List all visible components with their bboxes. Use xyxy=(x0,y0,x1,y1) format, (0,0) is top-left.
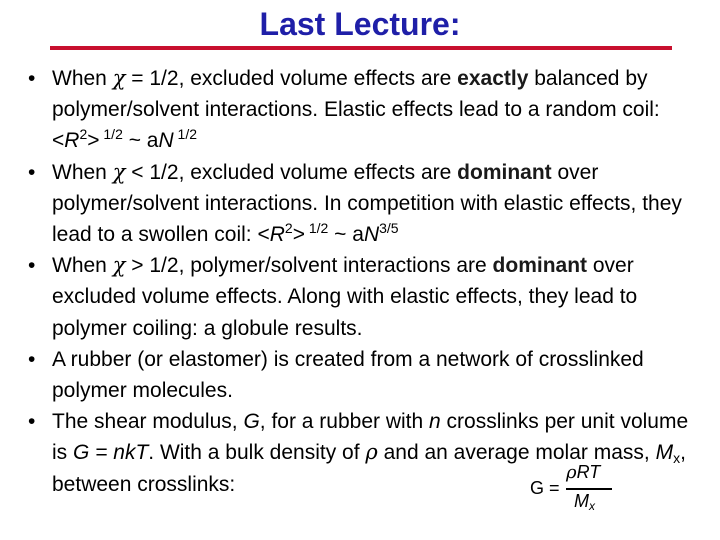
formula-denominator: $M_x$ xyxy=(574,491,595,513)
chi-symbol: χ xyxy=(112,253,126,278)
bullet-marker: • xyxy=(28,67,36,90)
shear-modulus-equation: G = nkT xyxy=(73,441,149,465)
emphasis-text: dominant xyxy=(492,254,588,278)
title-underline xyxy=(50,46,672,50)
bullet-marker: • xyxy=(28,347,36,371)
slide-title: Last Lecture: xyxy=(259,6,461,42)
chi-symbol: χ xyxy=(112,66,126,90)
bullet-item-3: • When χ > 1/2, polymer/solvent interactions are dominant over excluded volume effects. Along with elastic effects, they lead to polymer coiling: a globule results. xyxy=(28,250,708,344)
bullet-item-4: • A rubber (or elastomer) is created from a network of crosslinked polymer molecules. xyxy=(28,344,708,406)
emphasis-text: dominant xyxy=(457,160,552,184)
bullet-marker: • xyxy=(28,410,36,434)
bullet-item-1: • When χ = 1/2, excluded volume effects are exactly balanced by polymer/solvent interactions. Elastic effects lead to a random coil: $<R^2> ^{1/2}$ ~ aN $^{1/2}$ xyxy=(28,63,708,157)
bullet-item-5: • The shear modulus, G, for a rubber with n crosslinks per unit volume is G = nkT. With a bulk density of ρ and an average molar mass, $M_x$, between crosslinks: xyxy=(28,406,708,500)
formula-lhs: G = xyxy=(530,478,560,498)
fraction-bar xyxy=(566,488,612,490)
bullet-marker: • xyxy=(28,254,36,278)
chi-symbol: χ xyxy=(112,159,126,184)
formula-numerator: ρRT xyxy=(566,462,601,483)
rho-symbol: ρ xyxy=(365,440,378,465)
bullet-list xyxy=(28,63,708,500)
emphasis-text: exactly xyxy=(457,67,529,90)
modulus-formula xyxy=(530,462,620,518)
bullet-marker: • xyxy=(28,160,36,184)
bullet-item-2: • When χ < 1/2, excluded volume effects are dominant over polymer/solvent interactions. In competition with elastic effects, they lead to a swollen coil: $<R^2> ^{1/2}$ ~ $aN^{3/5}$ xyxy=(28,157,708,251)
